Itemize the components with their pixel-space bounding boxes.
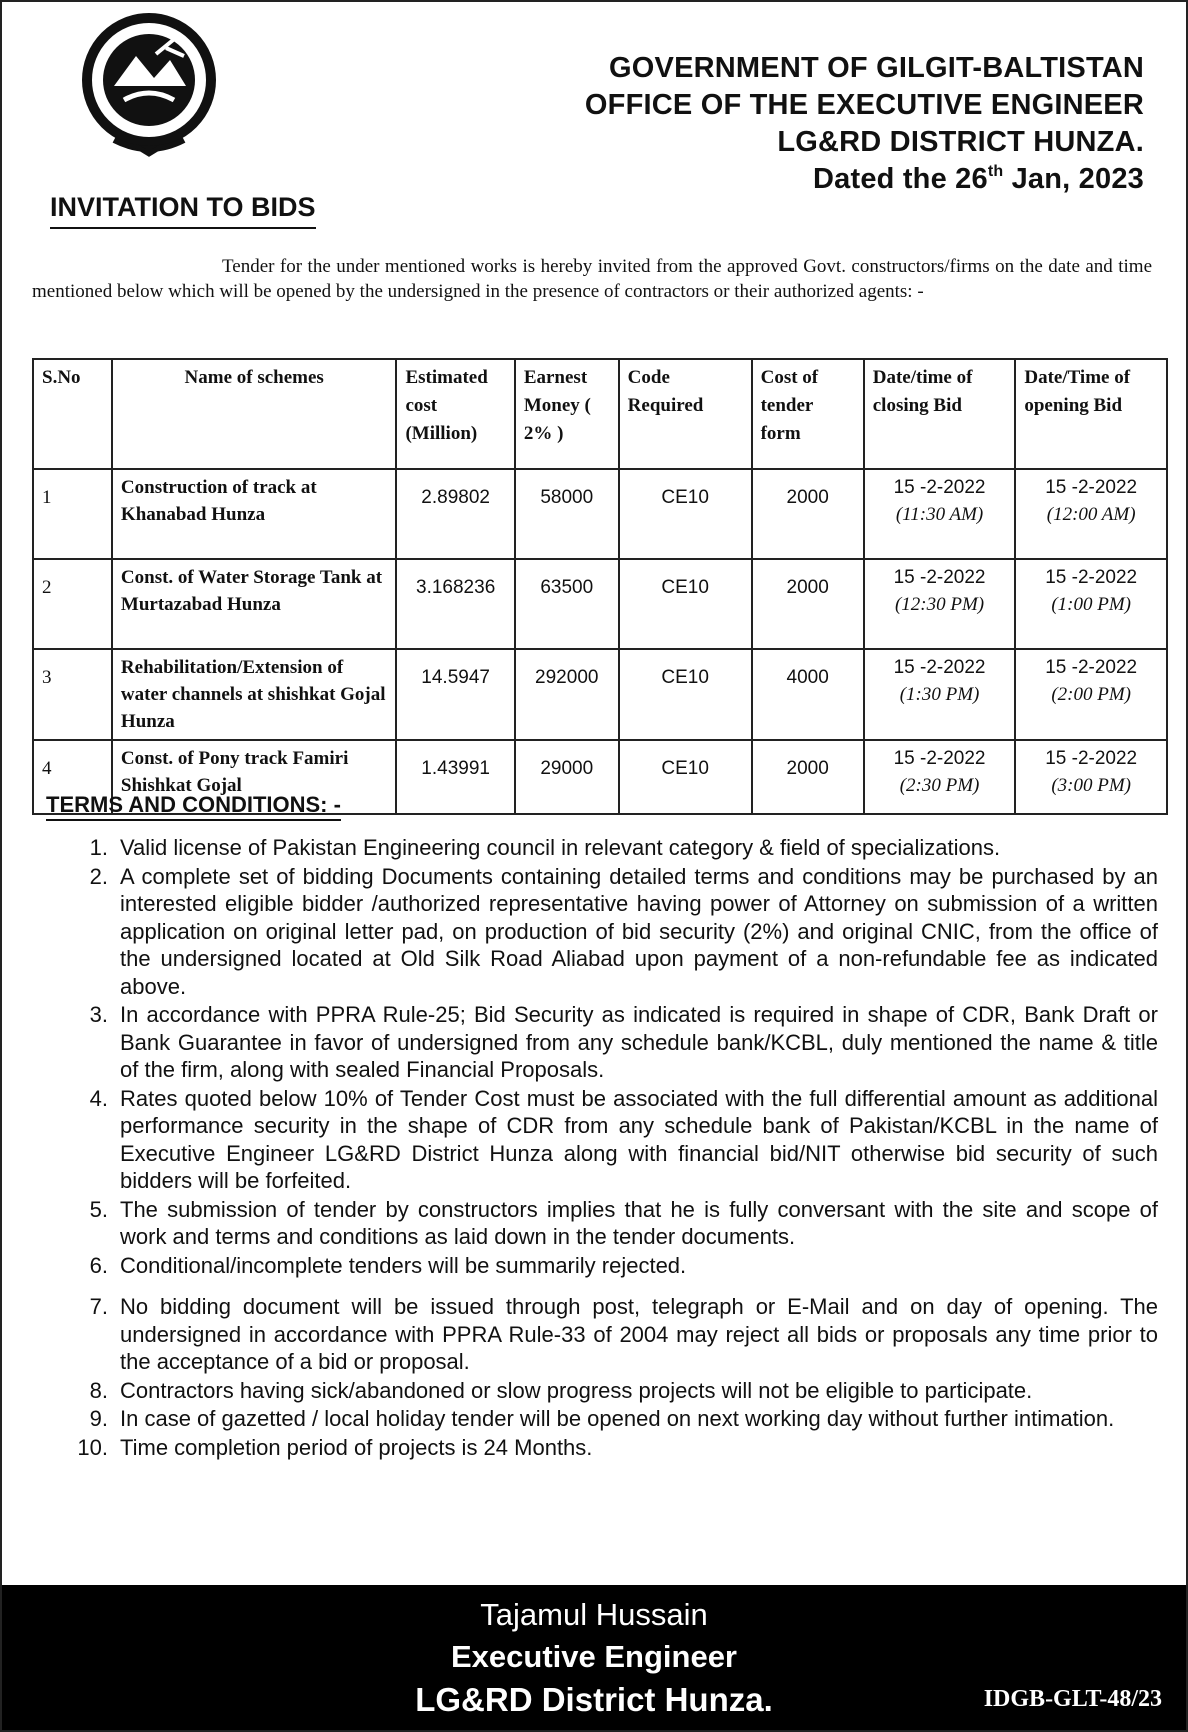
closing-date: 15 -2-2022: [893, 567, 986, 588]
term-number: 8.: [89, 1377, 108, 1403]
signatory-office: LG&RD District Hunza.: [415, 1681, 773, 1718]
term-number: 7.: [89, 1294, 108, 1319]
closing-time: (11:30 AM): [895, 504, 984, 525]
reference-number: IDGB-GLT-48/23: [983, 1686, 1162, 1712]
list-item: [68, 863, 1158, 1001]
signatory-name: Tajamul Hussain: [480, 1597, 708, 1632]
term-text: The submission of tender by constructors implies that he is fully conversant with the site and scope of work and terms and conditions as laid down in the tender documents.: [120, 1196, 1158, 1249]
table-row: [33, 649, 1167, 740]
cell-code: CE10: [619, 559, 752, 649]
cell-earnest-money: 29000: [515, 740, 619, 814]
cell-closing: [864, 740, 1016, 814]
closing-time: (12:30 PM): [894, 594, 985, 615]
opening-date: 15 -2-2022: [1045, 748, 1138, 769]
cell-tender-cost: 4000: [752, 649, 864, 740]
term-number: 4.: [89, 1085, 108, 1111]
term-text: Valid license of Pakistan Engineering council in relevant category & field of specializations.: [120, 835, 1001, 860]
term-number: 10.: [77, 1434, 108, 1460]
cell-closing: [864, 649, 1016, 740]
tender-schedule-table: [32, 358, 1168, 815]
cell-estimated-cost: 2.89802: [396, 469, 514, 559]
date-ordinal: th: [987, 163, 1004, 180]
term-number: 2.: [89, 863, 108, 889]
list-item: [68, 1252, 1158, 1280]
opening-date: 15 -2-2022: [1045, 477, 1138, 498]
col-code-required: Code Required: [619, 359, 752, 469]
opening-time: (2:00 PM): [1051, 684, 1131, 705]
cell-tender-cost: 2000: [752, 469, 864, 559]
term-text: Contractors having sick/abandoned or slow progress projects will not be eligible to participate.: [120, 1377, 1033, 1403]
cell-scheme-name: Const. of Water Storage Tank at Murtazabad Hunza: [112, 559, 397, 649]
col-estimated-cost: Estimated cost (Million): [396, 359, 514, 469]
list-item: [68, 1405, 1158, 1433]
term-text: No bidding document will be issued through post, telegraph or E-Mail and on day of opening. The undersigned in accordance with PPRA Rule-33 of 2004 may reject all bids or proposals any time prior to the acceptance of a bid or proposal.: [120, 1294, 1158, 1374]
col-tender-form-cost: Cost of tender form: [752, 359, 864, 469]
terms-heading: TERMS AND CONDITIONS: -: [46, 792, 341, 821]
terms-list: [68, 834, 1158, 1462]
term-number: 9.: [89, 1406, 108, 1431]
term-number: 3.: [89, 1002, 108, 1027]
notice-date: [424, 161, 1144, 198]
term-text: In case of gazetted / local holiday tender will be opened on next working day without further intimation.: [120, 1406, 1115, 1431]
list-item: [68, 1196, 1158, 1251]
table-row: [33, 469, 1167, 559]
signature-footer: [2, 1585, 1186, 1730]
cell-code: CE10: [619, 649, 752, 740]
cell-tender-cost: 2000: [752, 740, 864, 814]
cell-estimated-cost: 1.43991: [396, 740, 514, 814]
term-text: A complete set of bidding Documents containing detailed terms and conditions may be purchased by an interested eligible bidder /authorized representative having power of Attorney on submission of a written application on original letter pad, on production of bid security (2%) and original CNIC, from the office of the undersigned located at Old Silk Road Aliabad upon payment of a non-refundable fee as indicated above.: [120, 863, 1158, 999]
cell-sno: 4: [33, 740, 112, 814]
cell-closing: [864, 469, 1016, 559]
cell-estimated-cost: 3.168236: [396, 559, 514, 649]
cell-opening: [1015, 559, 1167, 649]
col-closing-bid: Date/time of closing Bid: [864, 359, 1016, 469]
cell-sno: 2: [33, 559, 112, 649]
cell-scheme-name: Rehabilitation/Extension of water channels at shishkat Gojal Hunza: [112, 649, 397, 740]
date-suffix: Jan, 2023: [1003, 163, 1144, 195]
cell-earnest-money: 63500: [515, 559, 619, 649]
opening-date: 15 -2-2022: [1045, 567, 1138, 588]
list-item: [68, 1085, 1158, 1195]
col-scheme-name: Name of schemes: [112, 359, 397, 469]
closing-date: 15 -2-2022: [893, 748, 986, 769]
cell-code: CE10: [619, 469, 752, 559]
cell-estimated-cost: 14.5947: [396, 649, 514, 740]
notice-header: [424, 50, 1144, 198]
cell-opening: [1015, 469, 1167, 559]
col-earnest-money: Earnest Money ( 2% ): [515, 359, 619, 469]
col-sno: S.No: [33, 359, 112, 469]
table-header-row: [33, 359, 1167, 469]
list-item: [68, 834, 1158, 862]
cell-earnest-money: 58000: [515, 469, 619, 559]
cell-closing: [864, 559, 1016, 649]
signatory-designation: Executive Engineer: [450, 1639, 737, 1674]
list-item: [68, 1001, 1158, 1084]
term-text: Rates quoted below 10% of Tender Cost must be associated with the full differential amount as additional performance security in the shape of CDR from any schedule bank of Pakistan/KCBL in the name of Executive Engineer LG&RD District Hunza along with financial bid/NIT otherwise bid security of such bidders will be forfeited.: [120, 1085, 1158, 1193]
closing-date: 15 -2-2022: [893, 657, 986, 678]
district-name: LG&RD DISTRICT HUNZA.: [777, 126, 1144, 158]
cell-opening: [1015, 649, 1167, 740]
term-number: 5.: [89, 1196, 108, 1222]
cell-scheme-name: Const. of Pony track Famiri Shishkat Gojal: [112, 740, 397, 814]
term-number: 1.: [89, 835, 108, 860]
list-item: [68, 1293, 1158, 1376]
government-emblem-logo: [74, 8, 224, 158]
closing-date: 15 -2-2022: [893, 477, 986, 498]
col-opening-bid: Date/Time of opening Bid: [1015, 359, 1167, 469]
cell-tender-cost: 2000: [752, 559, 864, 649]
cell-code: CE10: [619, 740, 752, 814]
cell-sno: 1: [33, 469, 112, 559]
cell-sno: 3: [33, 649, 112, 740]
closing-time: (2:30 PM): [899, 775, 980, 796]
government-name: GOVERNMENT OF GILGIT-BALTISTAN: [609, 52, 1144, 84]
opening-date: 15 -2-2022: [1045, 657, 1138, 678]
opening-time: (12:00 AM): [1046, 504, 1136, 525]
opening-time: (3:00 PM): [1051, 775, 1131, 796]
cell-opening: [1015, 740, 1167, 814]
term-text: Time completion period of projects is 24 Months.: [120, 1434, 593, 1460]
term-number: 6.: [89, 1252, 108, 1278]
opening-time: (1:00 PM): [1051, 594, 1131, 615]
term-text: Conditional/incomplete tenders will be summarily rejected.: [120, 1252, 687, 1278]
closing-time: (1:30 PM): [899, 684, 980, 705]
office-name: OFFICE OF THE EXECUTIVE ENGINEER: [584, 89, 1144, 121]
list-item: [68, 1434, 1158, 1462]
term-text: In accordance with PPRA Rule-25; Bid Security as indicated is required in shape of CDR, Bank Draft or Bank Guarantee in favor of undersigned from any schedule bank/KCBL, duly mentioned the name & title of the firm, along with sealed Financial Proposals.: [120, 1002, 1158, 1082]
cell-earnest-money: 292000: [515, 649, 619, 740]
list-item: [68, 1377, 1158, 1405]
document-title: INVITATION TO BIDS: [50, 192, 316, 229]
date-prefix: Dated the 26: [812, 163, 988, 195]
intro-paragraph: Tender for the under mentioned works is hereby invited from the approved Govt. constructors/firms on the date and time mentioned below which will be opened by the undersigned in the presence of contractors or their authorized agents: -: [32, 256, 1152, 302]
cell-scheme-name: Construction of track at Khanabad Hunza: [112, 469, 397, 559]
table-row: [33, 559, 1167, 649]
